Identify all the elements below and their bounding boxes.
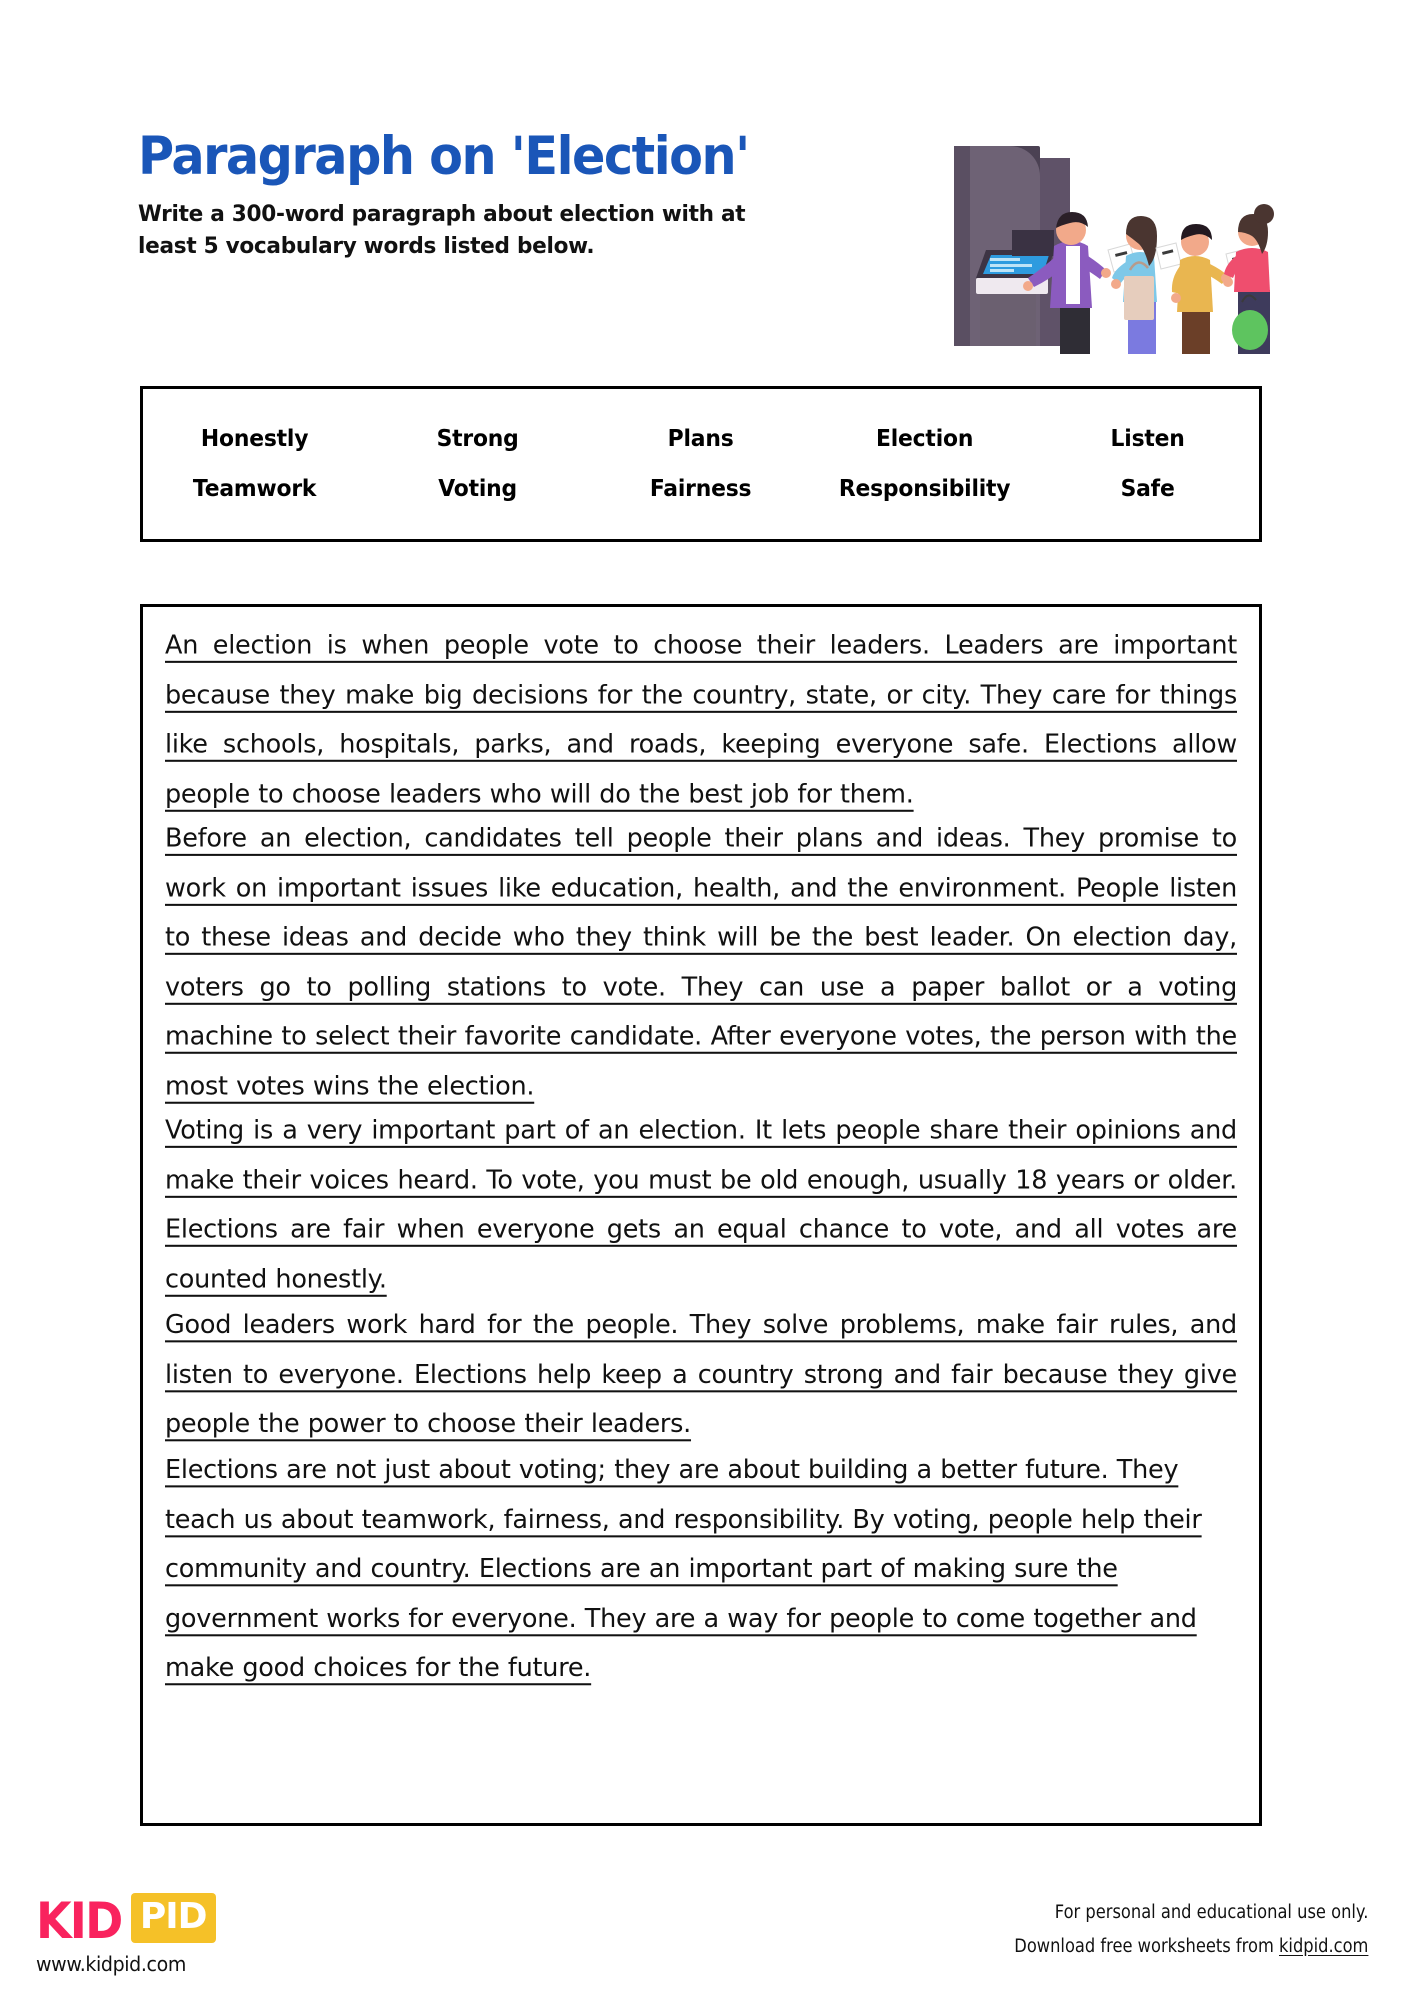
vocabulary-word: Honestly <box>200 426 309 452</box>
vocabulary-word: Election <box>875 426 973 452</box>
paragraph-3: Voting is a very important part of an election. It lets people share their opinions and make their voices heard. To vote, you must be old enough, usually 18 years or older. Elections are fair when everyone gets an equal chance to vote, and all votes are counted honestly. <box>165 1115 1237 1295</box>
worksheet-instructions: Write a 300-word paragraph about election with at least 5 vocabulary words listed below. <box>138 201 746 259</box>
footer-note-line-1: For personal and educational use only. <box>1054 1902 1368 1923</box>
page-title: Paragraph on 'Election' <box>138 126 749 187</box>
paragraph-5: Elections are not just about voting; they are about building a better future. They teach us about teamwork, fairness, and responsibility. By voting, people help their community and country. Elections are an important part of making sure the government works for everyone. They are a way for people to come together and make good choices for the future. <box>165 1454 1202 1683</box>
writing-area[interactable] <box>140 604 1262 1826</box>
footer-note-line-2 <box>1014 1930 1368 1964</box>
vocabulary-word: Strong <box>436 426 519 452</box>
vocabulary-word: Safe <box>1120 476 1175 502</box>
voting-booth-queue-illustration <box>950 138 1295 356</box>
paragraph-2: Before an election, candidates tell people their plans and ideas. They promise to work on important issues like education, health, and the environment. People listen to these ideas and decide who they think will be the best leader. On election day, voters go to polling stations to vote. They can use a paper ballot or a voting machine to select their favorite candidate. After everyone votes, the person with the most votes wins the election. <box>165 823 1237 1102</box>
vocabulary-word: Listen <box>1110 426 1185 452</box>
logo-mark <box>36 1890 336 1950</box>
paragraph-1: An election is when people vote to choose their leaders. Leaders are important because they make big decisions for the country, state, or city. They care for things like schools, hospitals, parks, and roads, keeping everyone safe. Elections allow people to choose leaders who will do the best job for them. <box>165 630 1237 810</box>
voter-2 <box>1111 216 1181 354</box>
vocabulary-row <box>143 476 1259 502</box>
kidpid-link[interactable]: kidpid.com <box>1278 1936 1368 1958</box>
footer-note-prefix: Download free worksheets from <box>1013 1936 1279 1958</box>
vocabulary-box <box>140 386 1262 542</box>
voter-4 <box>1223 204 1274 354</box>
kidpid-logo[interactable] <box>36 1890 336 1976</box>
vocabulary-word: Teamwork <box>192 476 317 502</box>
vocabulary-row <box>143 426 1259 452</box>
vocabulary-word: Plans <box>668 426 734 452</box>
logo-website-url: www.kidpid.com <box>36 1952 186 1976</box>
paragraph-4: Good leaders work hard for the people. They solve problems, make fair rules, and listen to everyone. Elections help keep a country strong and fair because they give people the power to choose their leaders. <box>165 1309 1237 1440</box>
logo-pid-badge: PID <box>131 1893 216 1943</box>
vocabulary-word: Fairness <box>650 476 752 502</box>
footer-usage-note <box>1014 1896 1368 1964</box>
logo-kid-text: KID <box>36 1892 122 1950</box>
vocabulary-word: Voting <box>438 476 518 502</box>
vocabulary-word: Responsibility <box>838 476 1010 502</box>
